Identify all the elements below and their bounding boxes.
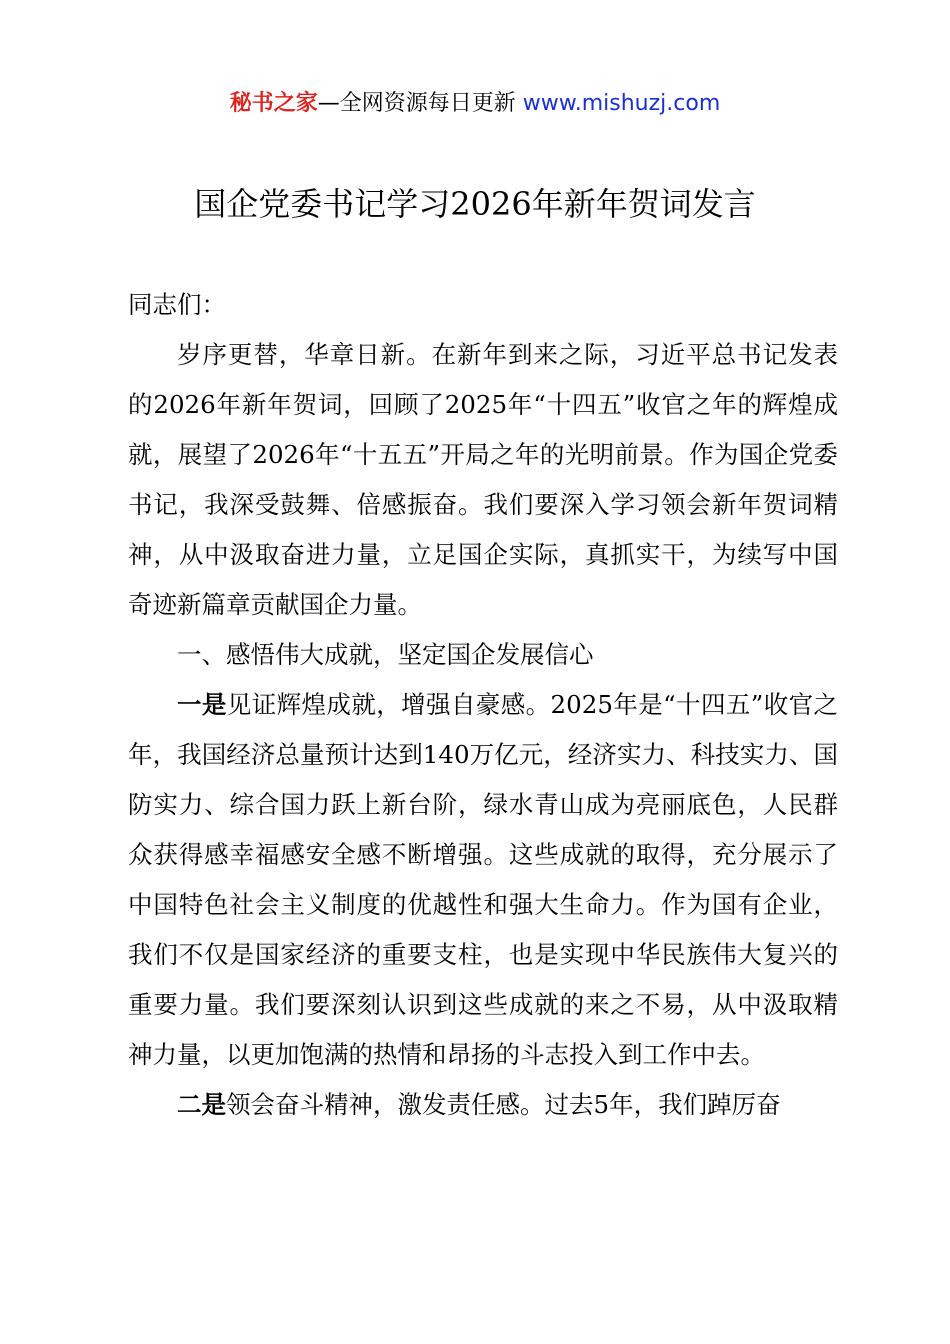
document-title: 国企党委书记学习2026年新年贺词发言 [194,185,756,223]
point-text-2: 领会奋斗精神，激发责任感。过去5年，我们踔厉奋 [226,1090,781,1119]
intro-paragraph: 岁序更替，华章日新。在新年到来之际，习近平总书记发表的2026年新年贺词，回顾了2025年“十四五”收官之年的辉煌成就，展望了2026年“十五五”开局之年的光明前景。作为国企党委书记，我深受鼓舞、倍感振奋。我们要深入学习领会新年贺词精神，从中汲取奋进力量，立足国企实际，真抓实干，为续写中国奇迹新篇章贡献国企力量。 [128,340,838,619]
point-paragraph-2 [128,1080,838,1130]
document-body [128,280,838,1130]
point-paragraph-1 [128,680,838,1080]
salutation: 同志们： [128,290,226,319]
site-url-link[interactable]: www.mishuzj.com [522,91,721,116]
brand-name: 秘书之家 [229,91,318,116]
point-text-1: 见证辉煌成就，增强自豪感。2025年是“十四五”收官之年，我国经济总量预计达到140万亿元，经济实力、科技实力、国防实力、综合国力跃上新台阶，绿水青山成为亮丽底色，人民群众获得感幸福感安全感不断增强。这些成就的取得，充分展示了中国特色社会主义制度的优越性和强大生命力。作为国有企业，我们不仅是国家经济的重要支柱，也是实现中华民族伟大复兴的重要力量。我们要深刻认识到这些成就的来之不易，从中汲取精神力量，以更加饱满的热情和昂扬的斗志投入到工作中去。 [128,690,838,1069]
section-heading-1: 一、感悟伟大成就，坚定国企发展信心 [177,640,594,669]
point-lead-1: 一是 [177,690,227,719]
site-slogan: —全网资源每日更新 [317,91,523,116]
point-lead-2: 二是 [177,1090,226,1119]
site-header [0,88,950,120]
